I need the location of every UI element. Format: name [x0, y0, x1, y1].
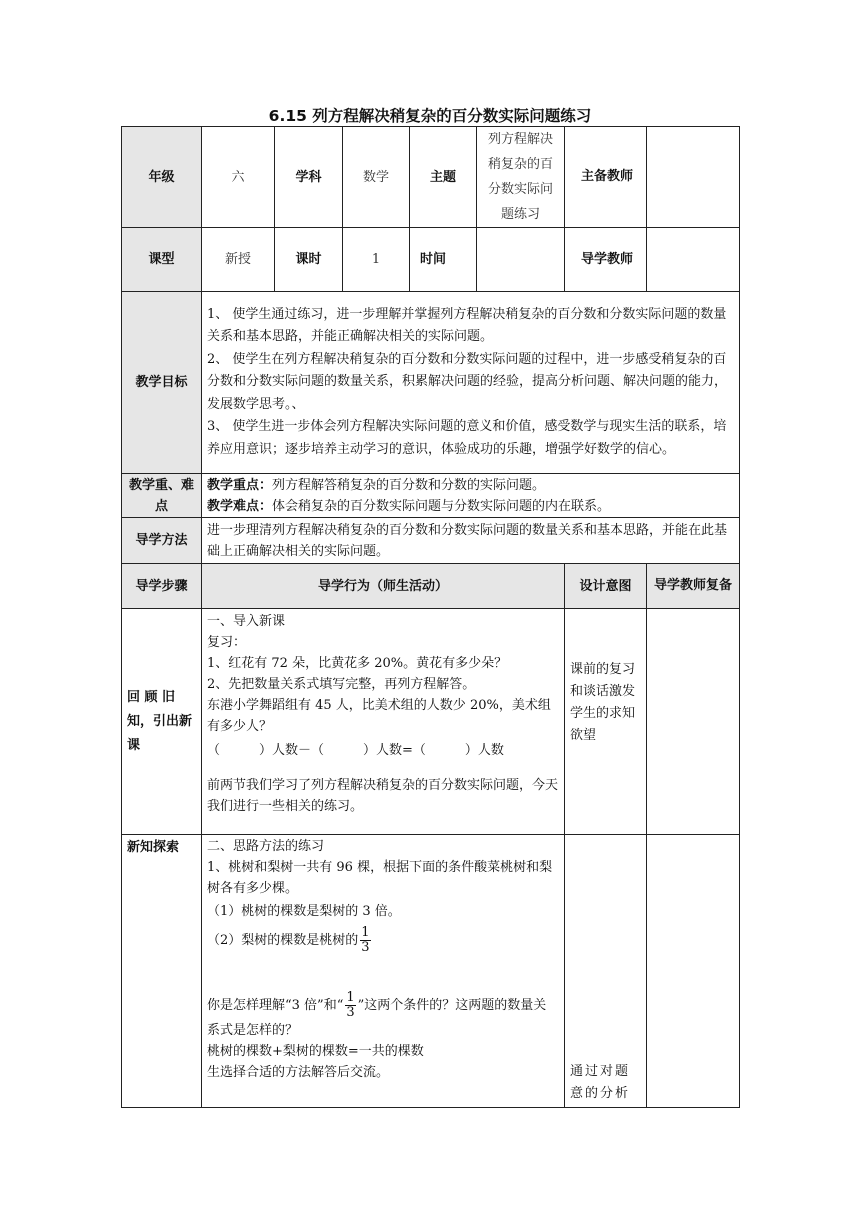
period-label: 课时 — [275, 228, 343, 292]
tutor-label: 导学教师 — [565, 228, 647, 292]
lesson-type-label: 课型 — [122, 228, 202, 292]
review-line-5: 东港小学舞蹈组有 45 人，比美术组的人数少 20%，美术组有多少人？ — [207, 698, 551, 734]
grade-label: 年级 — [122, 127, 202, 228]
review-notes — [647, 609, 740, 835]
question-suffix: ”这两个条件的？这两题的数量关系式是怎样的？ — [207, 998, 547, 1038]
difficulty-label: 教学难点： — [207, 498, 273, 514]
explore-line-3: （1）桃树的棵数是梨树的 3 倍。 — [207, 904, 401, 919]
review-header: 导学教师复备 — [647, 564, 740, 609]
explore-notes — [647, 835, 740, 1108]
topic-label: 主题 — [410, 127, 477, 228]
subject-value: 数学 — [343, 127, 410, 228]
document-title: 6.15 列方程解决稍复杂的百分数实际问题练习 — [268, 107, 592, 125]
explore-section-content — [202, 835, 565, 1108]
key-point-line — [207, 475, 734, 496]
explore-final: 生选择合适的方法解答后交流。 — [207, 1065, 390, 1080]
method-row — [122, 518, 740, 564]
explore-line-1: 二、思路方法的练习 — [207, 839, 325, 854]
explore-section-label: 新知探索 — [122, 835, 202, 1108]
review-section-content — [202, 609, 565, 835]
explore-relation: 桃树的棵数+梨树的棵数=一共的棵数 — [207, 1044, 424, 1059]
subject-label: 学科 — [275, 127, 343, 228]
grade-value: 六 — [202, 127, 275, 228]
activity-header: 导学行为（师生活动） — [202, 564, 565, 609]
review-section-label: 回 顾 旧知，引出新课 — [122, 609, 202, 835]
objective-item-3: 3、 使学生进一步体会列方程解决实际问题的意义和价值，感受数学与现实生活的联系，培养应用意识；逐步培养主动学习的意识，体验成功的乐趣，增强学好数学的信心。 — [207, 419, 727, 457]
lesson-type-value: 新授 — [202, 228, 275, 292]
intent-header: 设计意图 — [565, 564, 647, 609]
fraction-one-third — [360, 926, 370, 955]
topic-value: 列方程解决稍复杂的百分数实际问题练习 — [477, 127, 565, 228]
lesson-plan-table — [121, 126, 740, 1108]
lead-teacher-value — [647, 127, 740, 228]
review-line-6: （ ）人数－（ ）人数=（ ）人数 — [207, 743, 504, 758]
fraction-one-third-2 — [345, 991, 355, 1020]
steps-header: 导学步骤 — [122, 564, 202, 609]
key-points-row — [122, 474, 740, 518]
objectives-label: 教学目标 — [122, 292, 202, 474]
period-value: 1 — [343, 228, 410, 292]
fraction-denominator-2: 3 — [346, 1005, 355, 1020]
header-row-1 — [122, 127, 740, 228]
difficulty-line — [207, 496, 734, 517]
method-label: 导学方法 — [122, 518, 202, 564]
key-point-text: 列方程解答稍复杂的百分数和分数的实际问题。 — [272, 477, 546, 493]
review-line-3: 1、红花有 72 朵，比黄花多 20%。黄花有多少朵？ — [207, 656, 508, 671]
difficulty-text: 体会稍复杂的百分数实际问题与分数实际问题的内在联系。 — [272, 498, 611, 514]
explore-line-2: 1、桃树和梨树一共有 96 棵，根据下面的条件酸菜桃树和梨树各有多少棵。 — [207, 860, 553, 896]
fraction-numerator: 1 — [361, 925, 370, 940]
time-label: 时间 — [410, 228, 477, 292]
explore-intent: 通过对题意的分析 — [565, 835, 647, 1108]
review-closing: 前两节我们学习了列方程解决稍复杂的百分数实际问题，今天我们进行一些相关的练习。 — [207, 778, 559, 814]
review-line-2: 复习： — [207, 635, 247, 650]
key-point-label: 教学重点： — [207, 477, 273, 493]
condition-2-text: （2）梨树的棵数是桃树的 — [207, 933, 359, 948]
review-line-4: 2、先把数量关系式填写完整，再列方程解答。 — [207, 677, 476, 692]
header-row-2 — [122, 228, 740, 292]
explore-section-row — [122, 835, 740, 1108]
steps-header-row — [122, 564, 740, 609]
question-prefix: 你是怎样理解“3 倍”和“ — [207, 998, 344, 1013]
fraction-denominator: 3 — [361, 940, 370, 955]
explore-question — [207, 991, 559, 1041]
objectives-content — [202, 292, 740, 474]
fraction-numerator-2: 1 — [346, 990, 355, 1005]
review-intent: 课前的复习和谈话激发学生的求知欲望 — [565, 609, 647, 835]
lead-teacher-label: 主备教师 — [565, 127, 647, 228]
method-text: 进一步理清列方程解决稍复杂的百分数和分数实际问题的数量关系和基本思路，并能在此基础上正确解决相关的实际问题。 — [202, 518, 740, 564]
objective-item-2: 2、 使学生在列方程解决稍复杂的百分数和分数实际问题的过程中，进一步感受稍复杂的百分数和分数实际问题的数量关系，积累解决问题的经验，提高分析问题、解决问题的能力，发展数学思考。、 — [207, 351, 728, 412]
time-value — [477, 228, 565, 292]
key-points-content — [202, 474, 740, 518]
review-section-row — [122, 609, 740, 835]
tutor-value — [647, 228, 740, 292]
key-points-label: 教学重、难点 — [122, 474, 202, 518]
explore-condition-2 — [207, 926, 559, 955]
objectives-row — [122, 292, 740, 474]
objective-item-1: 1、 使学生通过练习，进一步理解并掌握列方程解决稍复杂的百分数和分数实际问题的数量关系和基本思路，并能正确解决相关的实际问题。 — [207, 306, 727, 345]
review-line-1: 一、导入新课 — [207, 614, 286, 629]
